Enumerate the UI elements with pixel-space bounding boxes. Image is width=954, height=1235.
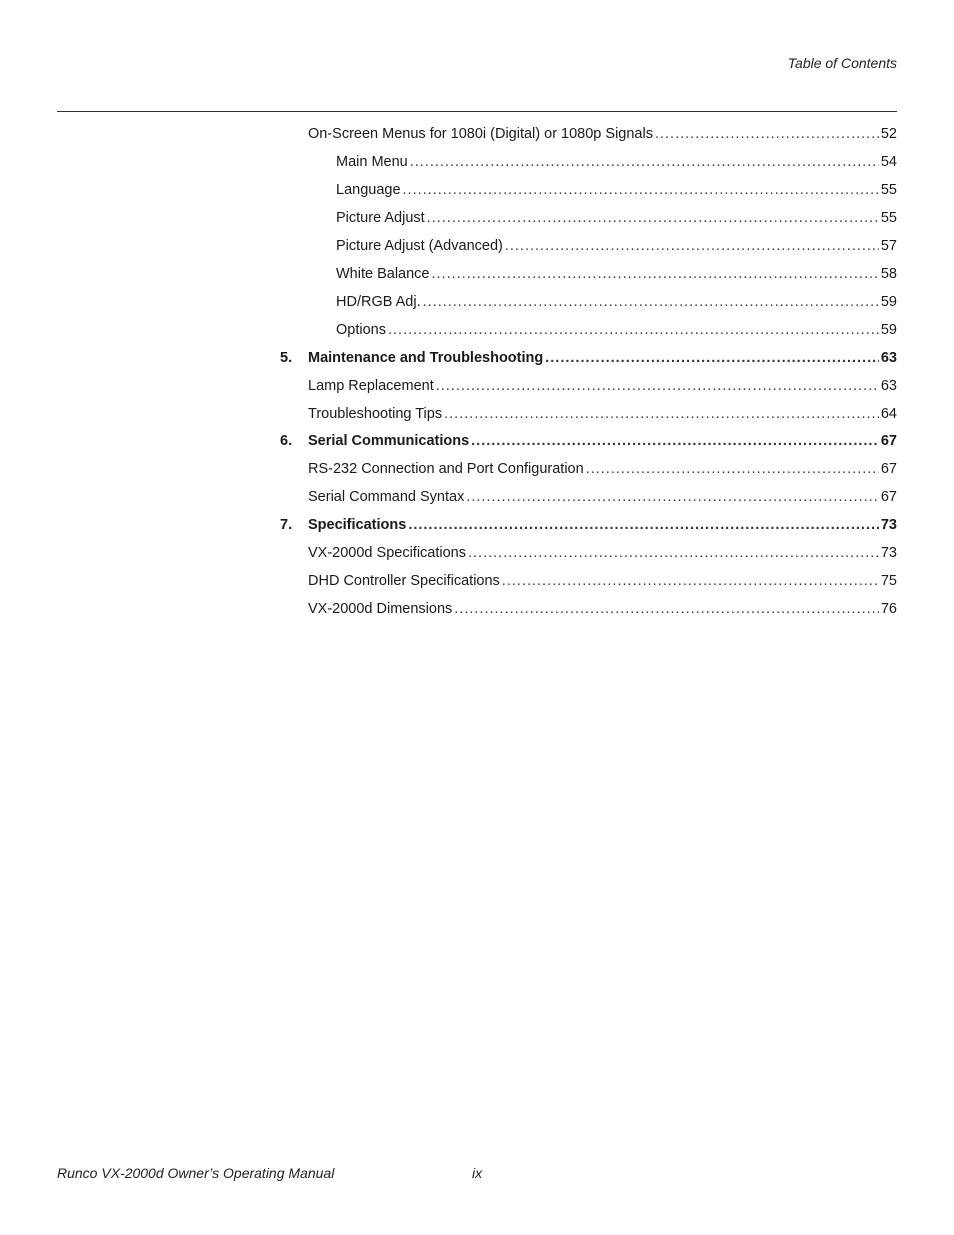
footer-page-number: ix [472, 1165, 483, 1181]
toc-page-number: 55 [880, 209, 897, 226]
toc-entry-row[interactable] [308, 121, 897, 143]
toc-entry-label: Specifications [308, 517, 407, 534]
toc-entry-label: Picture Adjust [336, 209, 425, 226]
toc-dot-leader [502, 572, 879, 590]
toc-entry-row[interactable] [336, 261, 897, 283]
toc-entry-row[interactable] [336, 289, 897, 311]
toc-page-number: 75 [880, 573, 897, 590]
toc-page-number: 67 [880, 433, 897, 450]
toc-entry-row[interactable] [308, 456, 897, 478]
toc-entry-row[interactable] [308, 568, 897, 590]
toc-entry-label: Picture Adjust (Advanced) [336, 237, 503, 254]
toc-entry-row[interactable] [336, 233, 897, 255]
toc-entry-label: Main Menu [336, 153, 408, 170]
toc-entry-label: VX-2000d Dimensions [308, 601, 453, 618]
toc-page-number: 67 [880, 461, 897, 478]
toc-entry-row[interactable] [336, 317, 897, 339]
toc-dot-leader [427, 209, 879, 227]
toc-entry-label: On-Screen Menus for 1080i (Digital) or 1080p Signals [308, 126, 653, 142]
toc-dot-leader [432, 265, 879, 283]
toc-dot-leader [408, 516, 879, 534]
toc-dot-leader [505, 237, 879, 255]
footer-manual-title: Runco VX-2000d Owner’s Operating Manual [57, 1165, 335, 1181]
toc-page-number: 57 [880, 237, 897, 254]
toc-page-number: 67 [880, 489, 897, 506]
toc-page-number: 59 [880, 293, 897, 310]
toc-dot-leader [444, 405, 879, 423]
toc-page-number: 73 [880, 545, 897, 562]
toc-dot-leader [586, 460, 879, 478]
toc-entry-label: Options [336, 321, 386, 338]
toc-dot-leader [410, 153, 879, 171]
toc-chapter-number: 7. [280, 517, 293, 534]
toc-dot-leader [545, 349, 879, 367]
toc-entry-row[interactable] [336, 149, 897, 171]
toc-page-number: 59 [880, 321, 897, 338]
toc-entry-label: Language [336, 181, 401, 198]
toc-entry-label: RS-232 Connection and Port Configuration [308, 461, 584, 478]
toc-dot-leader [403, 181, 879, 199]
toc-dot-leader [436, 377, 879, 395]
toc-entry-label: VX-2000d Specifications [308, 545, 466, 562]
toc-dot-leader [388, 321, 879, 339]
toc-page-number: 55 [880, 181, 897, 198]
toc-entry-row[interactable] [308, 401, 897, 423]
toc-entry-label: HD/RGB Adj. [336, 293, 421, 310]
toc-entry-row[interactable] [336, 177, 897, 199]
toc-entry-label: Troubleshooting Tips [308, 405, 443, 422]
toc-dot-leader [468, 544, 879, 562]
toc-page-number: 64 [880, 405, 897, 422]
toc-chapter-number: 6. [280, 433, 293, 450]
toc-dot-leader [454, 600, 879, 618]
toc-chapter-row[interactable] [280, 428, 897, 450]
toc-entry-label: DHD Controller Specifications [308, 573, 500, 590]
toc-entry-label: Serial Command Syntax [308, 489, 465, 506]
toc-dot-leader [423, 293, 879, 311]
toc-chapter-row[interactable] [280, 512, 897, 534]
toc-chapter-number: 5. [280, 349, 293, 366]
toc-page-number: 52 [880, 126, 897, 142]
header-rule [57, 111, 897, 112]
toc-entry-row[interactable] [308, 373, 897, 395]
toc-entry-label: Lamp Replacement [308, 377, 434, 394]
toc-dot-leader [471, 432, 879, 450]
toc-page-number: 54 [880, 153, 897, 170]
toc-page-number: 76 [880, 601, 897, 618]
toc-page-number: 63 [880, 377, 897, 394]
toc-page-number: 58 [880, 265, 897, 282]
toc-dot-leader [655, 125, 879, 143]
toc-chapter-row[interactable] [280, 345, 897, 367]
toc-entry-row[interactable] [308, 596, 897, 618]
toc-entry-row[interactable] [308, 484, 897, 506]
toc-entry-label: White Balance [336, 265, 430, 282]
toc-page-number: 73 [880, 517, 897, 534]
toc-dot-leader [466, 488, 879, 506]
toc-entry-row[interactable] [336, 205, 897, 227]
toc-entry-row[interactable] [308, 540, 897, 562]
toc-page-number: 63 [880, 349, 897, 366]
toc-entry-label: Maintenance and Troubleshooting [308, 349, 544, 366]
running-header: Table of Contents [787, 55, 897, 71]
toc-entry-label: Serial Communications [308, 433, 470, 450]
